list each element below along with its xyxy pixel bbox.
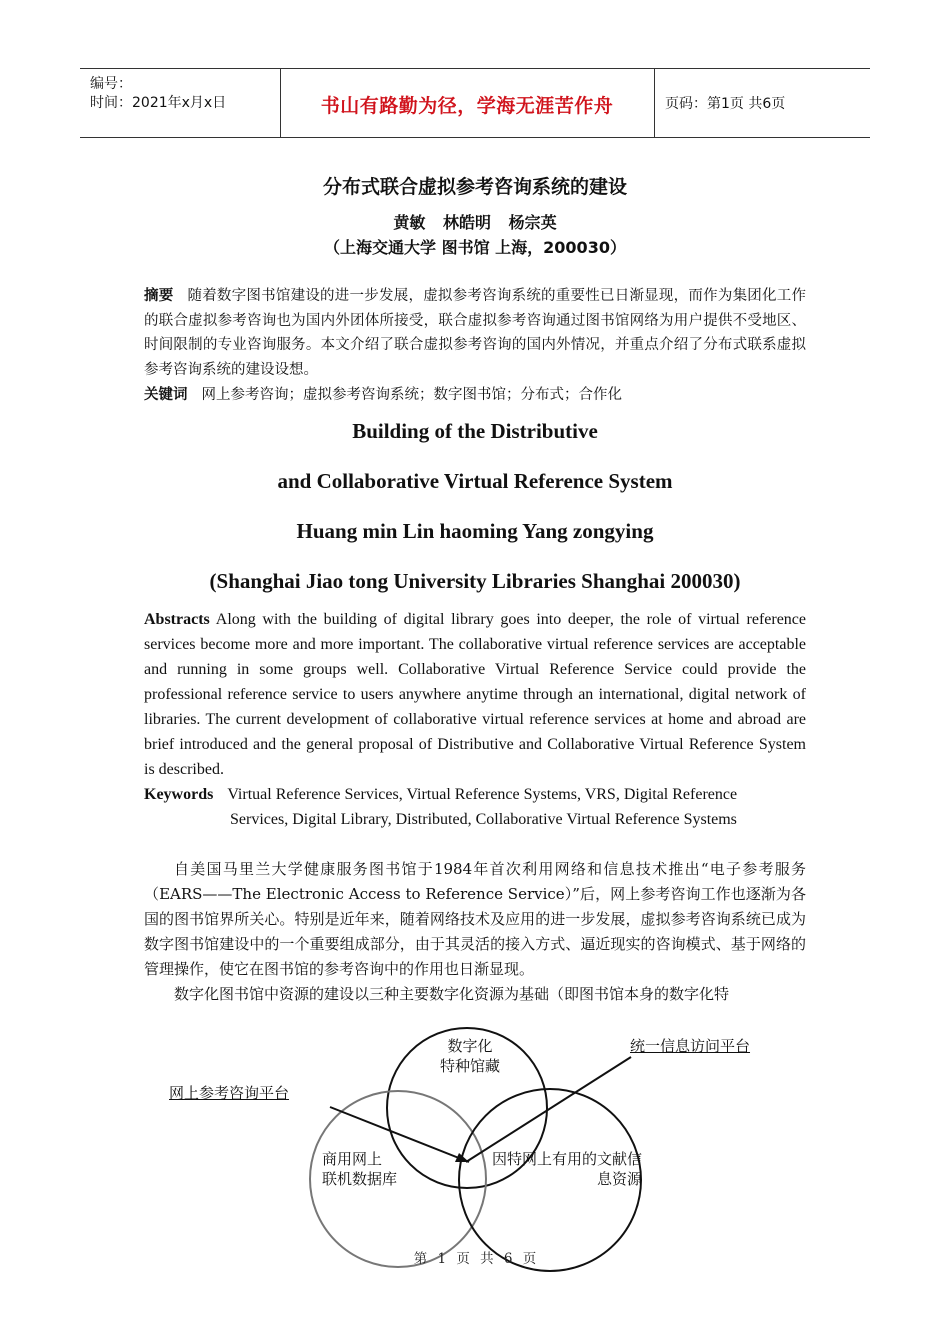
english-title-line1: Building of the Distributive <box>352 419 598 443</box>
english-keywords-line2: Services, Digital Library, Distributed, Collaborative Virtual Reference Systems <box>230 811 737 828</box>
label-reference-platform: 网上参考咨询平台 <box>169 1084 290 1102</box>
venn-label-commercial-db <box>322 1149 397 1189</box>
english-keywords-label: Keywords <box>144 786 214 803</box>
english-authors: Huang min Lin haoming Yang zongying <box>296 519 654 543</box>
header-number-label: 编号： <box>90 76 132 92</box>
chinese-keywords-label: 关键词 <box>144 387 188 403</box>
venn-label-special-line1: 数字化 <box>447 1037 493 1055</box>
english-keywords-line1: Virtual Reference Services, Virtual Reference Systems, VRS, Digital Reference <box>227 786 738 803</box>
english-affiliation: (Shanghai Jiao tong University Libraries Shanghai 200030) <box>209 569 741 593</box>
english-abstract-text: Along with the building of digital library goes into deeper, the role of virtual reference services become more and more important. The collaborative virtual reference services are acceptable and running in some groups well. Collaborative Virtual Reference Service could provide the professional reference service to users anywhere anytime through an international, digital network of libraries. The current development of collaborative virtual reference services at home and abroad are brief introduced and the general proposal of Distributive and Collaborative Virtual Reference System is described. <box>144 611 806 778</box>
venn-label-internet-resources <box>474 1149 642 1189</box>
body-paragraph-2: 数字化图书馆中资源的建设以三种主要数字化资源为基础（即图书馆本身的数字化特 <box>174 985 730 1003</box>
venn-label-special-line2: 特种馆藏 <box>439 1057 500 1075</box>
body-paragraph-1: 自美国马里兰大学健康服务图书馆于1984年首次利用网络和信息技术推出“电子参考服务（EARS——The Electronic Access to Reference Service）”后，网上参考咨询工作也逐渐为各国的图书馆界所关心。特别是近年来，随着网络技术及应用的进一步发展，虚拟参考咨询系统已成为数字图书馆建设中的一个重要组成部分，由于其灵活的接入方式、逼近现实的咨询模式、基于网络的管理操作，使它在图书馆的参考咨询中的作用也日渐显现。 <box>144 860 806 978</box>
venn-label-internet-line1: 因特网上有用的文献信 <box>491 1150 642 1168</box>
venn-label-commercial-line1: 商用网上 <box>322 1150 383 1168</box>
chinese-abstract-label: 摘要 <box>144 288 174 304</box>
page-footer: 第 1 页 共 6 页 <box>413 1251 537 1267</box>
header-motto: 书山有路勤为径，学海无涯苦作舟 <box>320 95 614 117</box>
venn-label-internet-line2: 息资源 <box>596 1170 642 1188</box>
label-access-platform: 统一信息访问平台 <box>630 1037 751 1055</box>
chinese-affiliation: （上海交通大学 图书馆 上海，200030） <box>324 238 626 257</box>
chinese-authors: 黄敏 林皓明 杨宗英 <box>393 213 557 232</box>
header-page-info: 页码：第1页 共6页 <box>665 96 786 112</box>
venn-label-special-collections <box>430 1036 510 1076</box>
chinese-keywords-text: 网上参考咨询；虚拟参考咨询系统；数字图书馆；分布式；合作化 <box>201 387 622 403</box>
chinese-abstract-text: 随着数字图书馆建设的进一步发展，虚拟参考咨询系统的重要性已日渐显现，而作为集团化工作的联合虚拟参考咨询也为国内外团体所接受，联合虚拟参考咨询通过图书馆网络为用户提供不受地区、时间限制的专业咨询服务。本文介绍了联合虚拟参考咨询的国内外情况，并重点介绍了分布式联系虚拟参考咨询系统的建设设想。 <box>144 288 806 378</box>
chinese-title: 分布式联合虚拟参考咨询系统的建设 <box>322 176 627 198</box>
english-abstract-label: Abstracts <box>144 611 210 628</box>
english-title-line2: and Collaborative Virtual Reference System <box>277 469 673 493</box>
venn-label-commercial-line2: 联机数据库 <box>322 1170 398 1188</box>
header-date: 时间：2021年x月x日 <box>90 95 227 111</box>
